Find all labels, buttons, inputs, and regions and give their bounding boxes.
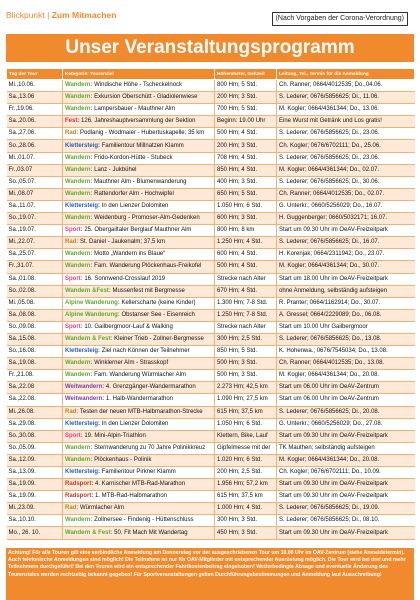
cell-altitude-time: 600 Hm; 4 Std. (215, 249, 277, 261)
category-label: Wandern: (65, 166, 93, 173)
table-row (7, 527, 415, 539)
table-row (7, 261, 415, 273)
cell-altitude-time: 1.956 Hm; 57,2 km (215, 479, 277, 491)
cell-leader-registration: M. Kogler; 0664/4361344; Do., 20.08. (277, 454, 415, 466)
cell-altitude-time: 200 Hm; 3 Std. (215, 140, 277, 152)
destination-label: 1. Halb-Wandermarathon (105, 396, 174, 403)
cell-category-destination (63, 188, 215, 200)
cell-category-destination (63, 104, 215, 116)
table-row (7, 333, 415, 345)
destination-label: Lampersbauer - Mauthner Alm (94, 106, 176, 113)
table-body (7, 80, 415, 540)
cell-day: So.,19.07. (7, 213, 63, 225)
cell-altitude-time: 1.090 Hm; 27,5 km (215, 394, 277, 406)
cell-altitude-time: 615 Hm; 37,5 km (215, 406, 277, 418)
category-label: Fest: (65, 118, 80, 125)
cell-leader-registration: Ch. Ranner; 0664/4012535; Do., 13.08. (277, 358, 415, 370)
table-row (7, 430, 415, 442)
cell-category-destination (63, 430, 215, 442)
corona-note: (Nach Vorgaben der Corona-Verordnung) (272, 12, 408, 26)
table-row (7, 321, 415, 333)
cell-category-destination (63, 515, 215, 527)
cell-altitude-time: 500 Hm; 3 Std. (215, 358, 277, 370)
table-row (7, 92, 415, 104)
cell-altitude-time: 1.250 Hm; 4 Std. (215, 237, 277, 249)
cell-leader-registration: M. Kogler; 0664/4361344; Do., 20.08. (277, 370, 415, 382)
category-label: Rad: (65, 505, 79, 512)
cell-altitude-time: 850 Hm; 5 Std. (215, 346, 277, 358)
cell-altitude-time: Strecke nach Alter (215, 321, 277, 333)
table-row (7, 140, 415, 152)
category-label: Wandern: (65, 178, 93, 185)
table-row (7, 176, 415, 188)
destination-label: 4. Grenzgänger-Wandermarathon (105, 384, 196, 391)
table-row (7, 104, 415, 116)
destination-label: 1. MTB-Rad-Halbmarathon (95, 493, 168, 500)
cell-leader-registration: ohne Anmeldung, selbständig aufsteigen (277, 285, 415, 297)
table-row (7, 454, 415, 466)
cell-leader-registration: Start um 09.30 Uhr im OeAV-Freizeitpark (277, 491, 415, 503)
destination-label: Kleiner Trieb - Zollner-Bergmesse (114, 336, 204, 343)
footer-notice: Achtung! Für alle Touren gilt eine verbindliche Anmeldung am Donnerstag vor der ausgeschriebenen Tour um 18.00 Uhr im OAV-Zentrum (siehe Anmeldetermin). Auch telefonische Anmeldungen sind möglich! Die Teilnahme ist nur für OAV-Mitglieder mit entsprechender Ausrüstung möglich. Die Tour wird bei drei und mehr Teilnehmern durchgeführt! Bei den Touren wird ein entsprechender Fahrtkostenbeitrag eingehoben! Wetterbedingte Absage und eventuelle Änderung des Tourenzieles werden rechtzeitig bekannt gegeben! Für Sportveranstaltungen gelten Durchführungsbestimmungen und Anmeldung laut Ausschreibung! (6, 548, 414, 600)
table-row (7, 225, 415, 237)
cell-day: Sa.,13.06 (7, 92, 63, 104)
cell-day: Mi.,10.06. (7, 80, 63, 92)
cell-altitude-time: 1.050 Hm; 6 Std. (215, 200, 277, 212)
cell-altitude-time: 708 Hm; 4 Std. (215, 152, 277, 164)
category-label: Radsport: (65, 481, 94, 488)
cell-category-destination (63, 479, 215, 491)
cell-leader-registration: R. Pranter; 0664/1162914; Do., 30.07. (277, 297, 415, 309)
cell-day: Mi.,23.09. (7, 503, 63, 515)
table-row (7, 297, 415, 309)
cell-leader-registration: Start um 10.00 Uhr Gailbergmoor (277, 321, 415, 333)
cell-day: So.,05.07. (7, 176, 63, 188)
cell-altitude-time: Klettern, Bike, Lauf (215, 430, 277, 442)
col-header-category: Kategorie: Tourenziel (63, 69, 215, 80)
cell-altitude-time: Strecke nach Alter (215, 273, 277, 285)
cell-category-destination (63, 164, 215, 176)
cell-category-destination (63, 152, 215, 164)
cell-category-destination (63, 92, 215, 104)
category-label: Wandern: (65, 94, 93, 101)
col-header-day: Tag der Tour (7, 69, 63, 80)
cell-leader-registration: K. Hohenwa.; 0676/7545034; Do., 13.08. (277, 346, 415, 358)
destination-label: Podlanig - Wodmaier - Hubertuskapelle; 35 km (80, 130, 205, 137)
category-label: Klettersteig: (65, 469, 101, 476)
destination-label: 4. Karnischer MTB-Rad-Marathon (95, 481, 186, 488)
cell-day: Mi.,26.08. (7, 406, 63, 418)
cell-category-destination (63, 491, 215, 503)
table-row (7, 273, 415, 285)
cell-day: Sa.,11.07. (7, 200, 63, 212)
destination-label: Obstanser See - Eisenreich (121, 311, 195, 318)
cell-altitude-time: 1.250 Hm; 7-8 Std. (215, 309, 277, 321)
cell-altitude-time: 600 Hm; 3 Std. (215, 213, 277, 225)
cell-leader-registration: Start um 06.00 Uhr im OeAV-Zentrum (277, 394, 415, 406)
table-row (7, 442, 415, 454)
table-row (7, 285, 415, 297)
cell-day: Sa.,10.10. (7, 515, 63, 527)
destination-label: 16. Sonnwend-Crosslauf 2019 (84, 275, 166, 282)
cell-category-destination (63, 527, 215, 539)
category-label: Rad: (65, 130, 79, 137)
cell-altitude-time: 1.020 Hm; 6 Std. (215, 454, 277, 466)
cell-day: So.,05.09. (7, 442, 63, 454)
cell-leader-registration: Start um 18.00 Uhr im OeAV-Freizeitpark (277, 273, 415, 285)
category-label: Wandern: (65, 372, 93, 379)
table-row (7, 346, 415, 358)
cell-day: Sa.,19.09. (7, 479, 63, 491)
table-row (7, 200, 415, 212)
cell-altitude-time: 200 Hm; 2,5 Std. (215, 467, 277, 479)
cell-leader-registration: S. Lederer; 0676/5856625; Di., 23.06. (277, 152, 415, 164)
cell-category-destination (63, 297, 215, 309)
category-label: Wandern: (65, 154, 93, 161)
cell-leader-registration: S. Lederer; 0676/5856625; Di., 20.08. (277, 406, 415, 418)
cell-leader-registration: H. Korenjak; 0664/2311942; Do., 23.07. (277, 249, 415, 261)
category-label: Wandern: (65, 82, 93, 89)
table-row (7, 213, 415, 225)
destination-label: Frido-Kordon-Hütte - Stubeck (94, 154, 173, 161)
destination-label: 10. Gailbergmoor-Lauf & Walking (84, 323, 173, 330)
destination-label: Familientour Pirkner Klamm (101, 469, 176, 476)
table-row (7, 503, 415, 515)
category-label: Sport: (65, 275, 83, 282)
cell-day: Sa.,22.08. (7, 394, 63, 406)
cell-day: So.,09.08. (7, 321, 63, 333)
cell-altitude-time: 615 Hm; 37,5 km (215, 491, 277, 503)
destination-label: Mussenfest mit Bergmesse (112, 287, 185, 294)
cell-day: Sa.,01.08. (7, 273, 63, 285)
destination-label: 50. Fit Mach Mit Wandertag (114, 529, 188, 536)
cell-leader-registration: Ch. Kogler; 0676/6702111; Do., 10.09. (277, 467, 415, 479)
cell-altitude-time: 800 Hm; 5 Std. (215, 80, 277, 92)
category-label: Radsport: (65, 493, 94, 500)
table-row (7, 491, 415, 503)
cell-category-destination (63, 176, 215, 188)
category-label: Wandern: (65, 215, 93, 222)
breadcrumb: Blickpunkt | Zum Mitmachen (6, 10, 117, 20)
destination-label: Mauthner Alm - Blumenwanderung (94, 178, 187, 185)
cell-altitude-time: 450 Hm; 3 Std. (215, 527, 277, 539)
cell-day: Sa.,29.08. (7, 418, 63, 430)
category-label: Wandern: (65, 106, 93, 113)
title-bar (6, 34, 414, 62)
destination-label: 126. Jahreshauptversammlung der Sektion (81, 118, 196, 125)
cell-leader-registration: H. Guggenberger; 0660/5032171; 16.07. (277, 213, 415, 225)
table-row (7, 128, 415, 140)
cell-altitude-time: 700 Hm; 5 Std. (215, 104, 277, 116)
destination-label: Würmlacher Alm (80, 505, 125, 512)
category-label: Wandern: (65, 263, 93, 270)
cell-category-destination (63, 261, 215, 273)
cell-altitude-time: 1.050 Hm; 6 Std. (215, 418, 277, 430)
cell-altitude-time: 2.273 Hm; 42,5 km (215, 382, 277, 394)
cell-day: Sa.,25.07. (7, 249, 63, 261)
breadcrumb-section: Blickpunkt (6, 10, 45, 20)
cell-category-destination (63, 346, 215, 358)
cell-day: Fr.,03.07 (7, 164, 63, 176)
category-label: Rad: (65, 408, 79, 415)
cell-day: Sa.,27.06. (7, 128, 63, 140)
table-row (7, 237, 415, 249)
cell-leader-registration: Start um 09.30 Uhr im OeAV-Freizeitpark (277, 430, 415, 442)
cell-leader-registration: S. Lederer; 0676/5856625; Di., 19.09. (277, 503, 415, 515)
cell-category-destination (63, 285, 215, 297)
cell-altitude-time: 500 Hm; 4 Std. (215, 261, 277, 273)
cell-leader-registration: Start um 09.30 Uhr im OeAV-Freizeitpark (277, 225, 415, 237)
cell-category-destination (63, 358, 215, 370)
destination-label: Sternwanderung zu 70 Jahre Polinikkreuz (94, 444, 206, 451)
page-header (0, 4, 420, 32)
cell-leader-registration: Ch. Ranner; 0664/4012535; Do.,04.06. (277, 80, 415, 92)
category-label: Alpine Wanderung: (65, 311, 120, 318)
destination-label: Fam. Wanderung Plöckenhaus-Freikofel (94, 263, 202, 270)
table-row (7, 418, 415, 430)
cell-category-destination (63, 394, 215, 406)
cell-day: Sa.,22.08 (7, 382, 63, 394)
cell-altitude-time: 1.300 Hm; 7-8 Std. (215, 297, 277, 309)
cell-leader-registration: S. Lederer; 0676/5856625; Di., 23.06. (277, 128, 415, 140)
cell-category-destination (63, 128, 215, 140)
table-header-row (7, 69, 415, 80)
cell-category-destination (63, 418, 215, 430)
cell-day: Sa.,19.07. (7, 225, 63, 237)
cell-category-destination (63, 454, 215, 466)
cell-day: Mo., 26. 10. (7, 527, 63, 539)
category-label: Sport: (65, 432, 83, 439)
cell-category-destination (63, 333, 215, 345)
cell-leader-registration: G. Unterkr.; 0660/5256029; Do., 16.07. (277, 200, 415, 212)
cell-day: Sa.,13.09. (7, 467, 63, 479)
category-label: Wandern: (65, 360, 93, 367)
category-label: Wandern: (65, 456, 93, 463)
cell-day: Mi.,05.08. (7, 297, 63, 309)
destination-label: Zollnersee - Findenig - Hüttenschluss (94, 517, 194, 524)
cell-day: Sa.,20.06. (7, 116, 63, 128)
cell-altitude-time: 400 Hm; 3 Std. (215, 176, 277, 188)
cell-altitude-time: 300 Hm; 2,5 Std. (215, 333, 277, 345)
cell-category-destination (63, 442, 215, 454)
category-label: Sport: (65, 227, 83, 234)
category-label: Wandern: (65, 190, 93, 197)
cell-altitude-time: 850 Hm; 4 Std. (215, 164, 277, 176)
destination-label: Ziel nach Können der Teilnehmer (101, 348, 190, 355)
cell-altitude-time: 650 Hm; 5 Std. (215, 188, 277, 200)
cell-category-destination (63, 467, 215, 479)
cell-category-destination (63, 80, 215, 92)
col-header-leader: Leitung, Tel., Termin für die Anmeldung (277, 69, 415, 80)
table-row (7, 382, 415, 394)
cell-category-destination (63, 225, 215, 237)
breadcrumb-page: Zum Mitmachen (51, 10, 117, 20)
cell-day: Fr.,21.08. (7, 370, 63, 382)
cell-altitude-time: 800 Hm; 8 km (215, 225, 277, 237)
cell-category-destination (63, 321, 215, 333)
category-label: Klettersteig: (65, 142, 101, 149)
destination-label: Testen der neuen MTB-Halbmarathon-Strecke (79, 408, 203, 415)
cell-altitude-time: 300 Hm; 3 Std. (215, 515, 277, 527)
table-row (7, 188, 415, 200)
destination-label: Plöckenhaus - Polinik (94, 456, 152, 463)
cell-altitude-time: 1.000 Hm; 4 Std. (215, 503, 277, 515)
cell-day: Fr.,19.06. (7, 104, 63, 116)
category-label: Klettersteig: (65, 202, 101, 209)
cell-altitude-time: 500 Hm; 3 Std. (215, 370, 277, 382)
cell-day: Fr.,31.07. (7, 261, 63, 273)
cell-category-destination (63, 213, 215, 225)
category-label: Rad: (65, 239, 79, 246)
table-row (7, 164, 415, 176)
cell-leader-registration: Start um 09.30 Uhr im OeAV-Freizeitpark (277, 479, 415, 491)
cell-day: Sa.,19.08. (7, 358, 63, 370)
category-label: Weitwandern: (65, 396, 105, 403)
category-label: Klettersteig: (65, 348, 101, 355)
cell-day: Sa.,15.08. (7, 333, 63, 345)
destination-label: 19. Mini-Alpin-Triathlon (84, 432, 146, 439)
cell-altitude-time: 200 Hm; 3 Std. (215, 92, 277, 104)
table-row (7, 249, 415, 261)
table-row (7, 370, 415, 382)
cell-day: Mi.,22.07. (7, 237, 63, 249)
destination-label: In den Lienzer Dolomiten (101, 202, 169, 209)
destination-label: Winklerner Alm - Strasskopf (94, 360, 169, 367)
page-title: Unser Veranstaltungsprogramm (65, 37, 355, 58)
cell-day: Mi.,01.07. (7, 152, 63, 164)
cell-day: So.,16.08. (7, 346, 63, 358)
cell-leader-registration: A. Gressel; 0664/2229089; Do., 06.08. (277, 309, 415, 321)
table-row (7, 116, 415, 128)
category-label: Wandern &Fest: (65, 287, 111, 294)
cell-day: So.,30.08. (7, 430, 63, 442)
category-label: Wandern & Fest: (65, 336, 113, 343)
category-label: Wandern: (65, 517, 93, 524)
destination-label: Motto „Wandern ins Blaue“ (94, 251, 166, 258)
destination-label: Lanz - Jukbühel (94, 166, 137, 173)
cell-leader-registration: Start um 06.00 Uhr im OeAV-Zentrum (277, 382, 415, 394)
table-row (7, 309, 415, 321)
cell-category-destination (63, 309, 215, 321)
table-row (7, 80, 415, 92)
cell-leader-registration: S. Lederer; 0676/5856625; Di., 08.10. (277, 515, 415, 527)
cell-leader-registration: M. Kogler; 0664/4361344; Do., 30.07. (277, 261, 415, 273)
cell-category-destination (63, 249, 215, 261)
cell-category-destination (63, 273, 215, 285)
destination-label: 25. Obergailtaler Berglauf Mauthner Alm (84, 227, 192, 234)
table-row (7, 358, 415, 370)
table-row (7, 152, 415, 164)
cell-category-destination (63, 406, 215, 418)
cell-category-destination (63, 370, 215, 382)
cell-category-destination (63, 140, 215, 152)
cell-day: Sa.,12.09. (7, 454, 63, 466)
cell-leader-registration: Eine Wurst mit Getränk und Los gratis! (277, 116, 415, 128)
table-row (7, 394, 415, 406)
category-label: Klettersteig: (65, 420, 101, 427)
table-row (7, 515, 415, 527)
cell-leader-registration: S. Lederer; 0676/5856625; Di., 30.06. (277, 176, 415, 188)
cell-category-destination (63, 503, 215, 515)
destination-label: In den Lienzer Dolomiten (101, 420, 169, 427)
cell-leader-registration: S. Lederer; 0676/5856625; Di., 16.07. (277, 237, 415, 249)
cell-leader-registration: M. Kogler; 0664/4361344; Do., 13.06. (277, 104, 415, 116)
cell-leader-registration: TK Mauthen; selbständig aufsteigen (277, 442, 415, 454)
destination-label: Fam. Wanderung Würmlacher Alm (94, 372, 186, 379)
cell-category-destination (63, 382, 215, 394)
category-label: Weitwandern: (65, 384, 105, 391)
destination-label: Rattendorfer Alm - Hochwipfel (94, 190, 174, 197)
table-row (7, 467, 415, 479)
cell-altitude-time: 500 Hm; 4 Std. (215, 128, 277, 140)
destination-label: Weidenburg - Promoser-Alm-Gedenken (94, 215, 200, 222)
table-row (7, 479, 415, 491)
category-label: Alpine Wanderung: (65, 299, 120, 306)
cell-day: Mi.,08.07 (7, 188, 63, 200)
cell-altitude-time: Gipfelmesse mit der (215, 442, 277, 454)
cell-category-destination (63, 237, 215, 249)
cell-category-destination (63, 116, 215, 128)
cell-leader-registration: S. Lederer; 0676/5856625; Di., 11.06. (277, 92, 415, 104)
cell-leader-registration: Ch. Ranner; 0664/4012535; Do., 02.07. (277, 188, 415, 200)
cell-leader-registration: Start um 09.30 Uhr im OeAV-Freizeitpark (277, 527, 415, 539)
cell-leader-registration: G. Unterkr.; 0660/5256029; Do., 27.08. (277, 418, 415, 430)
cell-altitude-time: 670 Hm; 4 Std. (215, 285, 277, 297)
cell-altitude-time: Beginn: 19.00 Uhr (215, 116, 277, 128)
cell-leader-registration: M. Kogler; 0664/4361344; Do., 02.07. (277, 164, 415, 176)
destination-label: St. Daniel - Jaukenalm; 37,5 km (80, 239, 166, 246)
destination-label: Windische Höhe - Tscheckelnock (94, 82, 183, 89)
events-table (6, 68, 415, 540)
table-row (7, 406, 415, 418)
col-header-altitude: Höhenmeter, Gehzeit (215, 69, 277, 80)
destination-label: Familientour Millnatzen Klamm (101, 142, 184, 149)
cell-day: Sa.,08.08. (7, 309, 63, 321)
category-label: Wandern & Fest: (65, 529, 113, 536)
destination-label: Kellerscharte (keine Kinder) (121, 299, 196, 306)
cell-day: Sa.,19.09. (7, 491, 63, 503)
category-label: Wandern: (65, 444, 93, 451)
cell-day: So.,02.08. (7, 285, 63, 297)
cell-leader-registration: Ch. Kogler; 0676/6702111; Do., 25.06. (277, 140, 415, 152)
cell-category-destination (63, 200, 215, 212)
cell-day: So.,28.06. (7, 140, 63, 152)
destination-label: Exkursion Oberschütt - Gladiolenwiese (94, 94, 198, 101)
category-label: Sport: (65, 323, 83, 330)
cell-leader-registration: S. Lederer; 0676/5856625; Do., 13.08. (277, 333, 415, 345)
category-label: Wandern: (65, 251, 93, 258)
